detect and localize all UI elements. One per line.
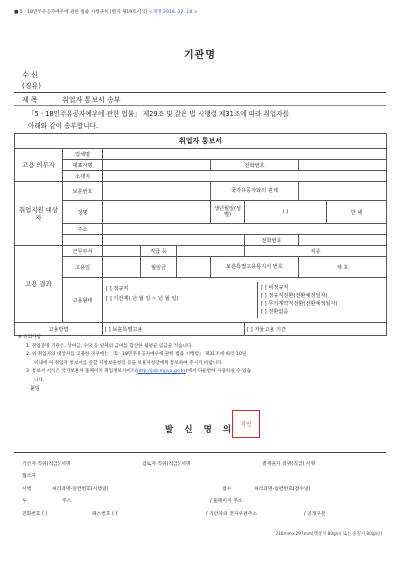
- divider-footer: [14, 452, 386, 453]
- type-regular-option[interactable]: [ ] 정규직: [106, 286, 129, 292]
- recipient-label: 수 신: [22, 71, 38, 79]
- job-site-link[interactable]: http://job.mpva.go.kr: [137, 369, 186, 374]
- divider-subject: [14, 105, 386, 106]
- body-text: [28, 108, 384, 132]
- method-voluntary-option[interactable]: [ ] 자율고용 기간: [245, 323, 387, 336]
- reviewer-label: 검토자 직위(직급) 서명: [142, 462, 191, 467]
- result-wage-label: 월임금: [141, 257, 177, 278]
- notes-heading: ※ 유의사항: [18, 335, 42, 340]
- approver-label: 결재권자 직위(직급) 서명: [262, 462, 316, 467]
- target-birth-label: 생년월일(성별): [211, 201, 245, 224]
- result-dept-label: 근무부서: [63, 246, 103, 257]
- employer-rep-field[interactable]: [103, 160, 211, 171]
- method-special-option[interactable]: [ ] 보훈특별고용: [103, 323, 245, 336]
- result-notice-label: 보훈특별고용통지서 번호: [211, 257, 299, 278]
- body-line-1: 「5ㆍ18민주유공자예우에 관한 법률」 제29조 및 같은 법 시행령 제31조에 따라 취업자를: [28, 110, 289, 118]
- result-dept-field[interactable]: [103, 246, 141, 257]
- target-addr-label: 주소: [63, 224, 103, 235]
- zip-label: 우: [22, 499, 27, 504]
- result-rank-label: 직급 등: [141, 246, 177, 257]
- subject-row: [22, 95, 121, 105]
- form-header: [14, 9, 198, 15]
- form-header-prefix: ■ 5ㆍ18민주유공자예우에 관한 법률 시행규칙 [별지 제19호서식]: [14, 10, 148, 15]
- type-fixed-term-option[interactable]: [ ] 기간제( 년 월 일 ~ 년 월 일): [106, 296, 179, 302]
- document-title: 기관명: [184, 50, 216, 61]
- result-type-label: 고용형태: [63, 278, 103, 323]
- drafter-label: 기안자 직위(직급) 서명: [22, 462, 71, 467]
- employer-phone-label: 전화번호: [211, 160, 299, 171]
- note-3-prefix: 3. 통보서 서식은 국가보훈처 홈페이지 취업정보사이트(: [26, 369, 138, 374]
- phone-label: 전화번호 ( ): [22, 512, 48, 517]
- employer-name-label: 업체명: [63, 149, 103, 160]
- target-phone-field[interactable]: [299, 235, 387, 246]
- type-other-option[interactable]: [ ] 전환없음: [261, 309, 289, 315]
- method-label: 고용방법: [15, 323, 103, 336]
- target-phone-label: 전화번호: [245, 235, 299, 246]
- homepage-label: / 홈페이지 주소: [210, 499, 243, 504]
- result-hire-date-label: 고용일: [63, 257, 103, 278]
- target-age-value[interactable]: 만 세: [327, 201, 387, 224]
- target-phone-spacer: [63, 235, 103, 246]
- sender-name: 발 신 명 의: [164, 425, 236, 435]
- official-seal: 직인: [232, 410, 260, 438]
- target-group-label: 취업지원 대상자: [15, 182, 63, 246]
- fax-label: 팩스번호 ( ): [92, 512, 118, 517]
- note-3: [18, 368, 386, 377]
- divider-top: [14, 92, 386, 93]
- cooperator-label: 협조자: [22, 474, 36, 479]
- result-wage-field[interactable]: [177, 257, 211, 278]
- result-hire-date-field[interactable]: [103, 257, 141, 278]
- employment-report-table: [14, 133, 387, 336]
- enforce-number: 처리과명-일련번호(시행일): [52, 487, 109, 492]
- attachment-label: 붙임: [30, 386, 40, 392]
- type-conv-indefinite-option[interactable]: [ ] 무기계약직전환(전환예정일자): [261, 301, 338, 307]
- target-relation-field[interactable]: [299, 182, 387, 201]
- target-relation-label: 국가유공자와의 관계: [211, 182, 299, 201]
- table-caption: 취업자 통보서: [15, 134, 387, 149]
- note-2b: 이내에 이 취업자 통보서를 관할 지방보훈청장 등을 보훈지청장에게 통보하여 주시기 바랍니다.: [34, 360, 224, 366]
- receive-label: 접수: [222, 487, 232, 492]
- email-label: / 기안자의 전자우편주소: [206, 512, 258, 517]
- employer-rep-label: 대표자명: [63, 160, 103, 171]
- type-conv-regular-option[interactable]: [ ] 정규직전환(전환예정일자): [261, 293, 328, 299]
- note-2: 2. 위 취업자의 대상자를 고용한 경우에는 「5ㆍ18민주유공자예우에 관한 법률 시행령」 제31조에 따라 10일: [26, 352, 247, 357]
- target-vetno-field[interactable]: [103, 182, 211, 201]
- body-line-2: 아래와 같이 송부합니다.: [28, 122, 98, 130]
- subject-label: 제 목: [22, 96, 38, 104]
- note-1: 1. 취업증명 기관은, 상여금, 수당 등 일체의 금여를 합산한 월평균 임금을 적습니다.: [26, 343, 193, 349]
- target-vetno-label: 보훈번호: [63, 182, 103, 201]
- result-job-label: 직종: [245, 246, 387, 257]
- note-3b: 니다.: [34, 377, 45, 383]
- target-name-label: 성명: [63, 201, 103, 224]
- address-label: 주소: [62, 499, 72, 504]
- result-type-options: [103, 278, 387, 323]
- employer-phone-field[interactable]: [299, 160, 387, 171]
- notes-section: [18, 334, 386, 385]
- public-label: / 공개구분: [304, 512, 326, 517]
- employer-addr-label: 소재지: [63, 171, 103, 182]
- employer-name-field[interactable]: [103, 149, 387, 160]
- receive-number: 처리과명-일련번호(접수일): [254, 487, 311, 492]
- result-rank-field[interactable]: [177, 246, 245, 257]
- subject-text: 취업자 통보서 송부: [61, 96, 121, 104]
- target-birth-value[interactable]: ( ): [245, 201, 327, 224]
- result-group-label: 고용 결과: [15, 246, 63, 323]
- via-label: (경유): [22, 82, 41, 90]
- target-phone-blank: [103, 235, 245, 246]
- revision-note: <개정 2018. 12. 18.>: [148, 10, 198, 15]
- paper-spec: 210mm×297mm[백상지 80g/㎡ 또는 중질지 80g/㎡]: [275, 532, 382, 537]
- employer-group-label: 고용 의무자: [15, 149, 63, 182]
- note-3-suffix: )에서 다운받아 사용하실 수 있습: [185, 369, 252, 374]
- employer-addr-field[interactable]: [103, 171, 387, 182]
- target-addr-field[interactable]: [103, 224, 387, 235]
- result-notice-value[interactable]: 제 호: [299, 257, 387, 278]
- enforce-label: 시행: [22, 487, 32, 492]
- type-nonregular-option[interactable]: [ ] 비정규직: [261, 285, 289, 291]
- target-name-field[interactable]: [103, 201, 211, 224]
